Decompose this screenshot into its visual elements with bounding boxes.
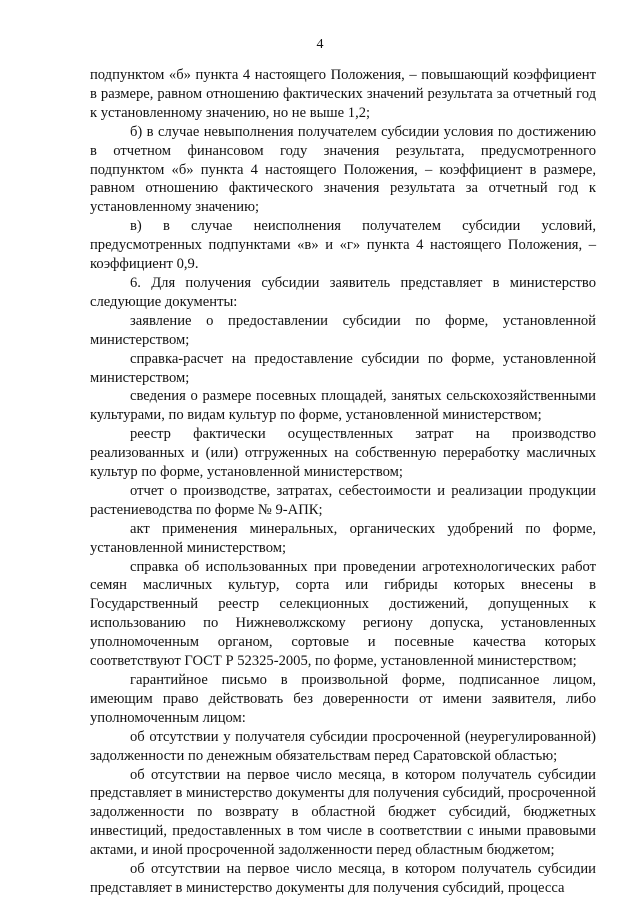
paragraph-item-b: б) в случае невыполнения получателем субсидии условия по достижению в отчетном финансовом году значения результата, предусмотренного подпунктом «б» пункта 4 настоящего Положения, – коэффициент в размере, равном отношению фактического значения результата за отчетный год к установленному значению; xyxy=(90,123,596,216)
paragraph-continuation: подпунктом «б» пункта 4 настоящего Положения, – повышающий коэффициент в размере, равном отношению фактических значений результата за отчетный год к установленному значению, но не выше 1,2; xyxy=(90,67,596,121)
paragraph-no-debt-region: об отсутствии у получателя субсидии просроченной (неурегулированной) задолженности по денежным обязательствам перед Саратовской областью; xyxy=(90,728,596,764)
paragraph-point-6: 6. Для получения субсидии заявитель представляет в министерство следующие документы: xyxy=(90,274,596,310)
paragraph-calculation: справка-расчет на предоставление субсидии по форме, установленной министерством; xyxy=(90,350,596,386)
paragraph-costs-register: реестр фактически осуществленных затрат на производство реализованных и (или) отгруженных на собственную переработку масличных культур по форме, установленной министерством; xyxy=(90,426,596,481)
paragraph-application: заявление о предоставлении субсидии по форме, установленной министерством; xyxy=(90,312,596,348)
paragraph-no-overdue-budget: об отсутствии на первое число месяца, в котором получатель субсидии представляет в министерство документы для получения субсидий, просроченной задолженности по возврату в областной бюджет субсидий, бюджетных инвестиций, предоставленных в том числе в соответствии с иными правовыми актами, и иной просроченной задолженности перед областным бюджетом; xyxy=(90,766,596,859)
paragraph-production-report: отчет о производстве, затратах, себестоимости и реализации продукции растениеводства по форме № 9-АПК; xyxy=(90,482,596,518)
document-body xyxy=(90,66,596,898)
paragraph-no-process: об отсутствии на первое число месяца, в котором получатель субсидии представляет в министерство документы для получения субсидий, процесса xyxy=(90,861,596,896)
paragraph-guarantee-letter: гарантийное письмо в произвольной форме, подписанное лицом, имеющим право действовать без доверенности от имени заявителя, либо уполномоченным лицом: xyxy=(90,672,596,726)
paragraph-sown-areas: сведения о размере посевных площадей, занятых сельскохозяйственными культурами, по видам культур по форме, установленной министерством; xyxy=(90,388,596,424)
paragraph-item-v: в) в случае неисполнения получателем субсидии условий, предусмотренных подпунктами «в» и «г» пункта 4 настоящего Положения, – коэффициент 0,9. xyxy=(90,218,596,273)
paragraph-fertilizer-act: акт применения минеральных, органических удобрений по форме, установленной министерством; xyxy=(90,520,596,556)
paragraph-seeds-certificate: справка об использованных при проведении агротехнологических работ семян масличных культур, сорта или гибриды которых внесены в Государственный реестр селекционных достижений, допущенных к использованию по Нижневолжскому региону допуска, установленных уполномоченным органом, сортовые и посевные качества которых соответствуют ГОСТ Р 52325-2005, по форме, установленной министерством; xyxy=(90,558,596,670)
page-number: 4 xyxy=(316,37,324,52)
